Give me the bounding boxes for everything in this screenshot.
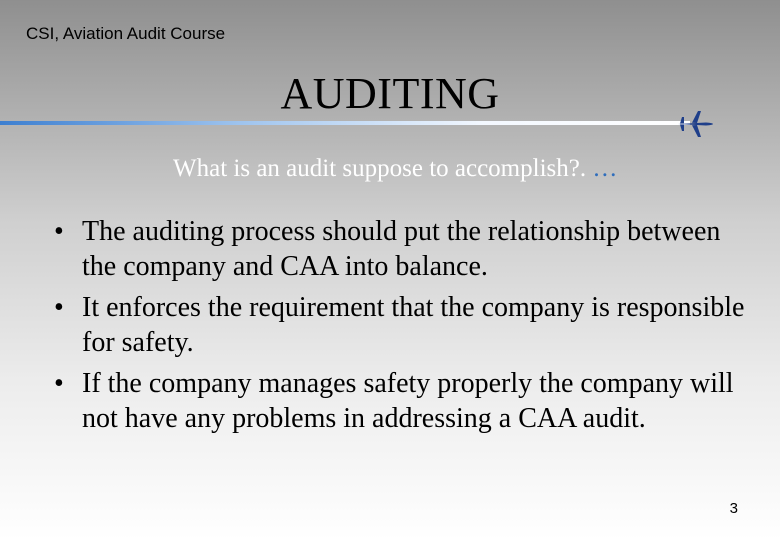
bullet-item xyxy=(54,214,754,284)
subtitle-ellipsis: … xyxy=(586,155,618,182)
bullet-icon: • xyxy=(54,368,64,399)
airplane-icon xyxy=(676,108,716,140)
slide-title: AUDITING xyxy=(280,69,500,118)
subtitle-text: What is an audit suppose to accomplish?. xyxy=(173,155,587,182)
bullet-text: The auditing process should put the relationship between the company and CAA into balance. xyxy=(82,216,721,282)
title-underline xyxy=(0,119,690,127)
bullet-item xyxy=(54,290,754,360)
bullet-icon: • xyxy=(54,216,64,247)
bullet-text: If the company manages safety properly the company will not have any problems in addressing a CAA audit. xyxy=(82,368,734,434)
slide-subtitle xyxy=(173,153,617,185)
bullet-list xyxy=(54,214,754,442)
page-number: 3 xyxy=(729,500,738,517)
course-label: CSI, Aviation Audit Course xyxy=(26,24,226,43)
bullet-text: It enforces the requirement that the company is responsible for safety. xyxy=(82,292,745,358)
bullet-icon: • xyxy=(54,292,64,323)
bullet-item xyxy=(54,366,754,436)
